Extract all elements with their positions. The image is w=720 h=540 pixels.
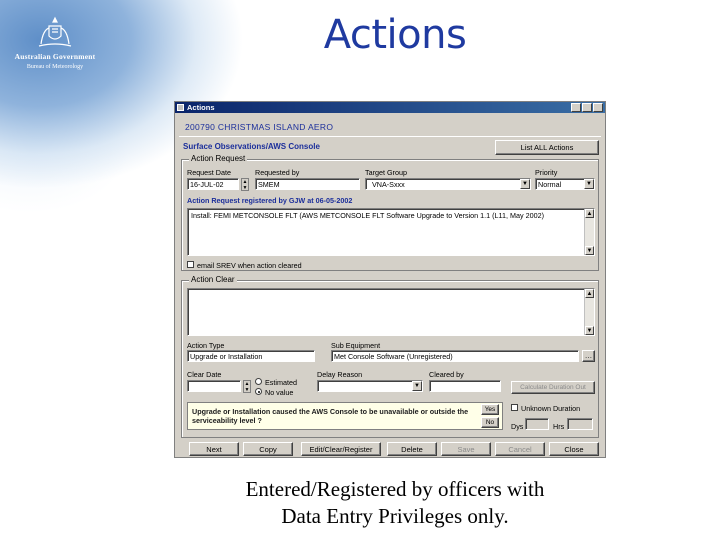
priority-select[interactable]: [535, 178, 595, 190]
logo-bureau-text: Bureau of Meteorology: [26, 64, 84, 70]
action-type-field[interactable]: Upgrade or Installation: [187, 350, 315, 362]
email-label: email SREV when action cleared: [197, 261, 302, 270]
close-button[interactable]: Close: [549, 442, 599, 456]
request-description-scrollbar[interactable]: [584, 209, 594, 255]
minimize-icon[interactable]: [571, 103, 581, 112]
edit-clear-register-button[interactable]: Edit/Clear/Register: [301, 442, 381, 456]
action-type-label: Action Type: [187, 341, 225, 350]
target-group-label: Target Group: [365, 168, 407, 177]
delay-reason-label: Delay Reason: [317, 370, 363, 379]
scroll-up-icon[interactable]: ▲: [586, 211, 593, 217]
scroll-down-icon[interactable]: ▼: [586, 328, 593, 334]
copy-button[interactable]: Copy: [243, 442, 293, 456]
no-value-radio[interactable]: [255, 388, 262, 395]
estimated-label: Estimated: [265, 378, 297, 387]
slide-caption: [180, 476, 610, 530]
station-name: 200790 CHRISTMAS ISLAND AERO: [185, 122, 334, 132]
coat-of-arms-icon: [35, 14, 75, 50]
logo-government-text: Australian Government: [14, 52, 96, 61]
clear-description-scrollbar[interactable]: [584, 289, 594, 335]
scroll-up-icon[interactable]: ▲: [586, 291, 593, 297]
cleared-by-field[interactable]: [429, 380, 501, 392]
delay-reason-select[interactable]: [317, 380, 423, 392]
date-picker-button[interactable]: ▲ ▼: [242, 179, 248, 191]
action-clear-label: Action Clear: [191, 275, 235, 284]
days-field[interactable]: [525, 418, 549, 430]
request-date-label: Request Date: [187, 168, 231, 177]
window-titlebar: [175, 102, 605, 113]
hours-label: Hrs: [553, 422, 565, 431]
calculate-duration-button[interactable]: Calculate Duration Out: [511, 381, 595, 394]
target-group-select[interactable]: [365, 178, 531, 190]
clear-description-textarea[interactable]: [187, 288, 595, 336]
actions-window: [174, 101, 606, 458]
priority-label: Priority: [535, 168, 558, 177]
chevron-down-icon[interactable]: ▼: [412, 381, 422, 391]
registered-text: Action Request registered by GJW at 06-05-2002: [187, 196, 353, 205]
sub-equipment-lookup-button[interactable]: …: [582, 350, 595, 362]
serviceability-question-box: [187, 402, 503, 430]
window-title: Actions: [187, 103, 215, 112]
next-button[interactable]: Next: [189, 442, 239, 456]
requested-by-field[interactable]: SMEM: [255, 178, 360, 190]
priority-value: Normal: [538, 180, 562, 189]
request-description-textarea[interactable]: [187, 208, 595, 256]
list-all-actions-button[interactable]: List ALL Actions: [495, 140, 599, 155]
request-date-field[interactable]: 16-JUL-02: [187, 178, 239, 190]
delete-button[interactable]: Delete: [387, 442, 437, 456]
scroll-down-icon[interactable]: ▼: [586, 248, 593, 254]
close-window-icon[interactable]: [593, 103, 603, 112]
window-icon: [177, 104, 184, 111]
maximize-icon[interactable]: [582, 103, 592, 112]
hours-field[interactable]: [567, 418, 593, 430]
target-group-value: VNA-Sxxx: [372, 180, 405, 189]
cancel-button[interactable]: Cancel: [495, 442, 545, 456]
chevron-down-icon[interactable]: ▼: [584, 179, 594, 189]
clear-date-field[interactable]: [187, 380, 241, 392]
caption-line-2: Data Entry Privileges only.: [281, 504, 509, 528]
email-checkbox[interactable]: [187, 261, 194, 268]
sub-equipment-field[interactable]: Met Console Software (Unregistered): [331, 350, 579, 362]
yes-button[interactable]: Yes: [481, 404, 499, 415]
sub-equipment-label: Sub Equipment: [331, 341, 381, 350]
no-button[interactable]: No: [481, 417, 499, 428]
action-request-label: Action Request: [191, 154, 246, 163]
government-logo: [10, 14, 100, 84]
clear-date-picker-button[interactable]: ▲ ▼: [244, 381, 250, 393]
slide-title: Actions: [323, 12, 467, 58]
section-title: Surface Observations/AWS Console: [183, 142, 320, 151]
unknown-duration-label: Unknown Duration: [521, 404, 581, 413]
no-value-label: No value: [265, 388, 294, 397]
caption-line-1: Entered/Registered by officers with: [245, 477, 545, 501]
cleared-by-label: Cleared by: [429, 370, 464, 379]
estimated-radio[interactable]: [255, 378, 262, 385]
chevron-down-icon[interactable]: ▼: [520, 179, 530, 189]
divider: [179, 136, 601, 137]
unknown-duration-checkbox[interactable]: [511, 404, 518, 411]
days-label: Dys: [511, 422, 524, 431]
request-description-text: Install: FEMI METCONSOLE FLT (AWS METCONSOLE FLT Software Upgrade to Version 1.1 (L11, May 2002): [191, 211, 544, 220]
requested-by-label: Requested by: [255, 168, 300, 177]
serviceability-question: Upgrade or Installation caused the AWS Console to be unavailable or outside the serviceability level ?: [192, 407, 469, 425]
clear-date-label: Clear Date: [187, 370, 222, 379]
save-button[interactable]: Save: [441, 442, 491, 456]
